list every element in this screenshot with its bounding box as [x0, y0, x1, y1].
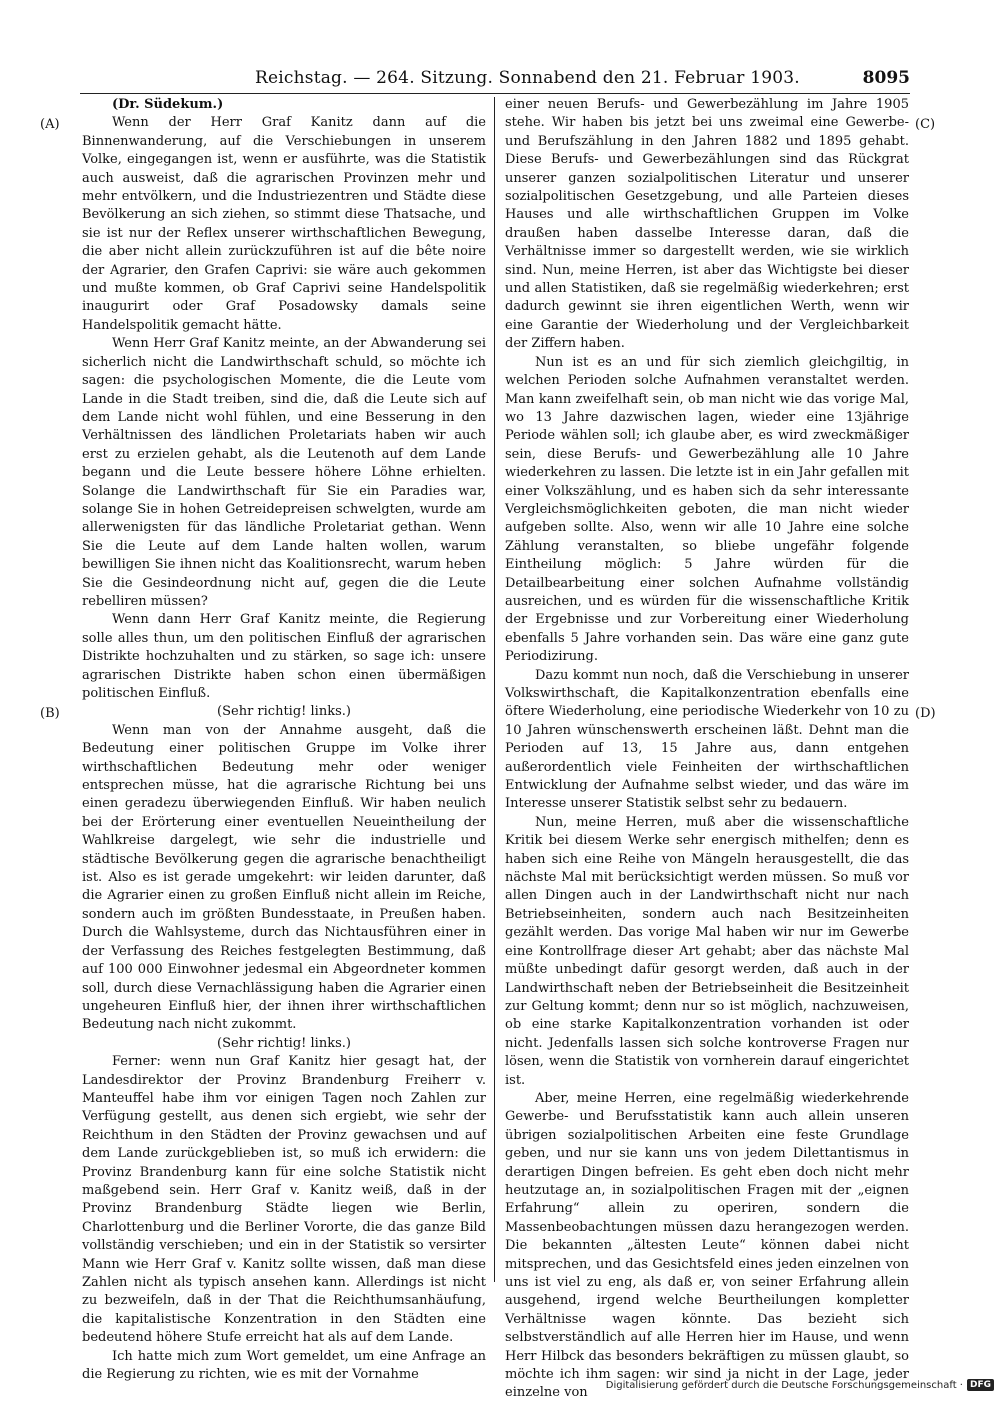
paragraph: Wenn dann Herr Graf Kanitz meinte, die Regierung solle alles thun, um den politischen Einfluß der agrarischen Distrikte hochzuhalten und zu stärken, so sage ich: unsere agrarischen Distrikte haben schon einen übermäßigen politischen Einfluß.	[82, 612, 486, 701]
interjection: (Sehr richtig! links.)	[217, 1035, 351, 1051]
paragraph: Wenn man von der Annahme ausgeht, daß die Bedeutung einer politischen Gruppe im Volke ihrer wirthschaftlichen Bedeutung mehr oder weniger entsprechen müsse, hat die agrarische Richtung bei uns einen geradezu überwiegenden Einfluß. Wir haben neulich bei der Erörterung einer eventuellen Neueintheilung der Wahlkreise dargelegt, wie sehr die industrielle und städtische Bevölkerung gegen die agrarische benachtheiligt ist. Also es ist gerade umgekehrt: wir leiden darunter, daß die Agrarier einen zu großen Einfluß nicht allein im Reiche, sondern auch im größten Bundesstaate, in Preußen haben. Durch die Wahlsysteme, durch das Nichtausführen einer in der Verfassung des Reiches festgelegten Bestimmung, daß auf 100 000 Einwohner jedesmal ein Abgeordneter kommen soll, durch diese Vernachlässigung haben die Agrarier einen ungeheuren Einfluß hier, der ihnen ihrer wirthschaftlichen Bedeutung nach nicht zukommt.	[82, 722, 486, 1033]
paragraph: Ich hatte mich zum Wort gemeldet, um eine Anfrage an die Regierung zu richten, wie es mit der Vornahme	[82, 1348, 486, 1383]
margin-marker-c: (C)	[915, 117, 936, 132]
paragraph: Wenn der Herr Graf Kanitz dann auf die Binnenwanderung, auf die Verschiebungen in unserem Volke, eingegangen ist, wenn er ausführte, was die Statistik auch ausweist, daß die agrarischen Provinzen mehr und mehr entvölkern, und die Industriezentren und Städte diese Bevölkerung an sich ziehen, so stimmt diese Thatsache, und sie ist nur der Reflex unserer wirthschaftlichen Bewegung, die aber nicht allein zurückzuführen ist auf die bête noire der Agrarier, den Grafen Caprivi: sie wäre auch gekommen und mußte kommen, ob Graf Caprivi seine Handelspolitik inaugurirt oder Graf Posadowsky damals seine Handelspolitik gemacht hätte.	[82, 115, 486, 333]
margin-marker-d: (D)	[915, 706, 936, 721]
margin-marker-a: (A)	[40, 117, 60, 132]
speaker-label: (Dr. Südekum.)	[112, 97, 224, 112]
page-number: 8095	[862, 68, 910, 88]
paragraph: Ferner: wenn nun Graf Kanitz hier gesagt hat, der Landesdirektor der Provinz Brandenburg Freiherr v. Manteuffel habe ihm vor einigen Tagen noch Zahlen zur Verfügung gestellt, aus denen sich ergiebt, wie sehr der Reichthum in den Städten der Provinz gewachsen und auf dem Lande zurückgeblieben ist, so muß ich erwidern: die Provinz Brandenburg kann für eine solche Statistik nicht maßgebend sein. Herr Graf v. Kanitz weiß, daß in der Provinz Brandenburg Städte liegen wie Berlin, Charlottenburg und die Berliner Vororte, die das ganze Bild vollständig verschieben; und ein in der Statistik so versirter Mann wie Herr Graf v. Kanitz sollte wissen, daß man diese Zahlen nicht als typisch ansehen kann. Allerdings ist nicht zu bezweifeln, daß in der That die Reichthumsanhäufung, die kapitalistische Konzentration in den Städten eine bedeutend höhere Stufe erreicht hat als auf dem Lande.	[82, 1054, 486, 1346]
digitization-credit	[606, 1379, 994, 1391]
credit-text: Digitalisierung gefördert durch die Deutsche Forschungsgemeinschaft ·	[605, 1379, 963, 1391]
header-rule	[80, 93, 910, 94]
margin-marker-b: (B)	[40, 706, 60, 721]
paragraph: Nun, meine Herren, muß aber die wissenschaftliche Kritik bei diesem Werke sehr energisch mithelfen; denn es haben sich eine Reihe von Mängeln herausgestellt, die das nächste Mal mit berücksichtigt werden müssen. So muß vor allen Dingen auch in der Landwirthschaft nicht nur nach Betriebseinheiten, sondern auch nach Besitzeinheiten gezählt werden. Das vorige Mal haben wir nur im Gewerbe eine Kontrollfrage dieser Art gehabt; aber das nächste Mal müßte unbedingt dafür gesorgt werden, daß auch in der Landwirthschaft neben der Betriebseinheit die Besitzeinheit zur Geltung kommt; denn nur so ist möglich, nachzuweisen, ob eine starke Kapitalkonzentration vorhanden ist oder nicht. Jedenfalls lassen sich solche kontroverse Fragen nur lösen, wenn die Statistik von vornherein darauf eingerichtet ist.	[505, 814, 909, 1088]
paragraph: Dazu kommt nun noch, daß die Verschiebung in unserer Volkswirthschaft, die Kapitalkonzentration ebenfalls eine öftere Wiederholung, eine periodische Wiederkehr von 10 zu 10 Jahren wünschenswerth erscheinen läßt. Dehnt man die Perioden auf 13, 15 Jahre aus, dann entgehen außerordentlich viele Feinheiten der wirthschaftlichen Entwicklung der Aufnahme selbst wieder, und das wäre im Interesse unserer Statistik selbst sehr zu bedauern.	[505, 667, 909, 812]
dfg-logo: DFG	[967, 1379, 994, 1391]
paragraph: Nun ist es an und für sich ziemlich gleichgiltig, in welchen Perioden solche Aufnahmen veranstaltet werden. Man kann zweifelhaft sein, ob man nicht wie das vorige Mal, wo 13 Jahre dazwischen lagen, wieder eine 13jährige Periode wählen soll; ich glaube aber, es wird zweckmäßiger sein, diese Berufs- und Gewerbezählung alle 10 Jahre wiederkehren zu lassen. Die letzte ist in ein Jahr gefallen mit einer Volkszählung, und es haben sich da sehr interessante Vergleichsmöglichkeiten geboten, die man nicht wieder aufgeben sollte. Also, wenn wir alle 10 Jahre eine solche Zählung veranstalten, so bliebe ungefähr folgende Eintheilung möglich: 5 Jahre würden für die Detailbearbeitung einer solchen Aufnahme vollständig ausreichen, und es würden für die wissenschaftliche Kritik der Ergebnisse und zur Vorbereitung einer Wiederholung ebenfalls 5 Jahre vorhanden sein. Das wäre eine ganz gute Periodizirung.	[505, 354, 909, 665]
paragraph: Aber, meine Herren, eine regelmäßig wiederkehrende Gewerbe- und Berufsstatistik kann auch allein unseren übrigen sozialpolitischen Arbeiten eine feste Grundlage geben, und nur sie kann uns von jedem Dilettantismus in derartigen Dingen befreien. Es geht eben doch nicht mehr heutzutage an, in sozialpolitischen Fragen mit der „eignen Erfahrung“ allein zu operiren, sondern die Massenbeobachtungen müssen dazu herangezogen werden. Die bekannten „ältesten Leute“ können dabei nicht mitsprechen, und das Gesichtsfeld eines jeden einzelnen von uns ist viel zu eng, als daß er, von seiner Erfahrung allein ausgehend, irgend welche Beurtheilungen kompletter Verhältnisse wagen könnte. Das bezieht sich selbstverständlich auf alle Herren hier im Hause, und wenn Herr Hilbck das besonders bekräftigen zu müssen glaubt, so möchte ich ihm sagen: wir sind ja nicht in der Lage, jeder einzelne von	[505, 1090, 909, 1401]
left-column	[82, 96, 486, 1383]
interjection: (Sehr richtig! links.)	[217, 704, 351, 720]
header-title: Reichstag. — 264. Sitzung. Sonnabend den 21. Februar 1903.	[255, 68, 800, 88]
paragraph: einer neuen Berufs- und Gewerbezählung im Jahre 1905 stehe. Wir haben bis jetzt bei uns zweimal eine Gewerbe- und Berufszählung in den Jahren 1882 und 1895 gehabt. Diese Berufs- und Gewerbezählungen sind das Rückgrat unserer ganzen sozialpolitischen Literatur und unserer sozialpolitischen Gesetzgebung, und alle Parteien dieses Hauses und alle wirthschaftlichen Gruppen im Volke draußen haben dasselbe Interesse daran, daß die Verhältnisse immer so dargestellt werden, wie sie wirklich sind. Nun, meine Herren, ist aber das Wichtigste bei dieser und allen Statistiken, daß sie regelmäßig wiederkehren; erst dadurch gewinnt sie ihren eigentlichen Werth, wenn wir eine Garantie der Wiederholung und der Vergleichbarkeit der Ziffern haben.	[505, 97, 909, 352]
page-header	[80, 68, 910, 94]
column-divider	[494, 97, 495, 1282]
paragraph: Wenn Herr Graf Kanitz meinte, an der Abwanderung sei sicherlich nicht die Landwirthschaft schuld, so möchte ich sagen: die psychologischen Momente, die die Leute vom Lande in die Stadt treiben, sind die, daß die Leute sich auf dem Lande nicht wohl fühlen, und eine Besserung in den Verhältnissen des ländlichen Proletariats haben wir auch erst zu erzielen gehabt, als die Leutenoth auf dem Lande begann und die Leute bessere höhere Löhne erhielten. Solange die Landwirthschaft für Sie ein Paradies war, solange Sie in hohen Getreidepreisen schwelgten, wurde am allerwenigsten für das ländliche Proletariat gethan. Wenn Sie die Leute auf dem Lande halten wollen, warum bewilligen Sie ihnen nicht das Koalitionsrecht, warum heben Sie die Gesindeordnung nicht auf, gegen die die Leute rebelliren müssen?	[82, 336, 486, 609]
